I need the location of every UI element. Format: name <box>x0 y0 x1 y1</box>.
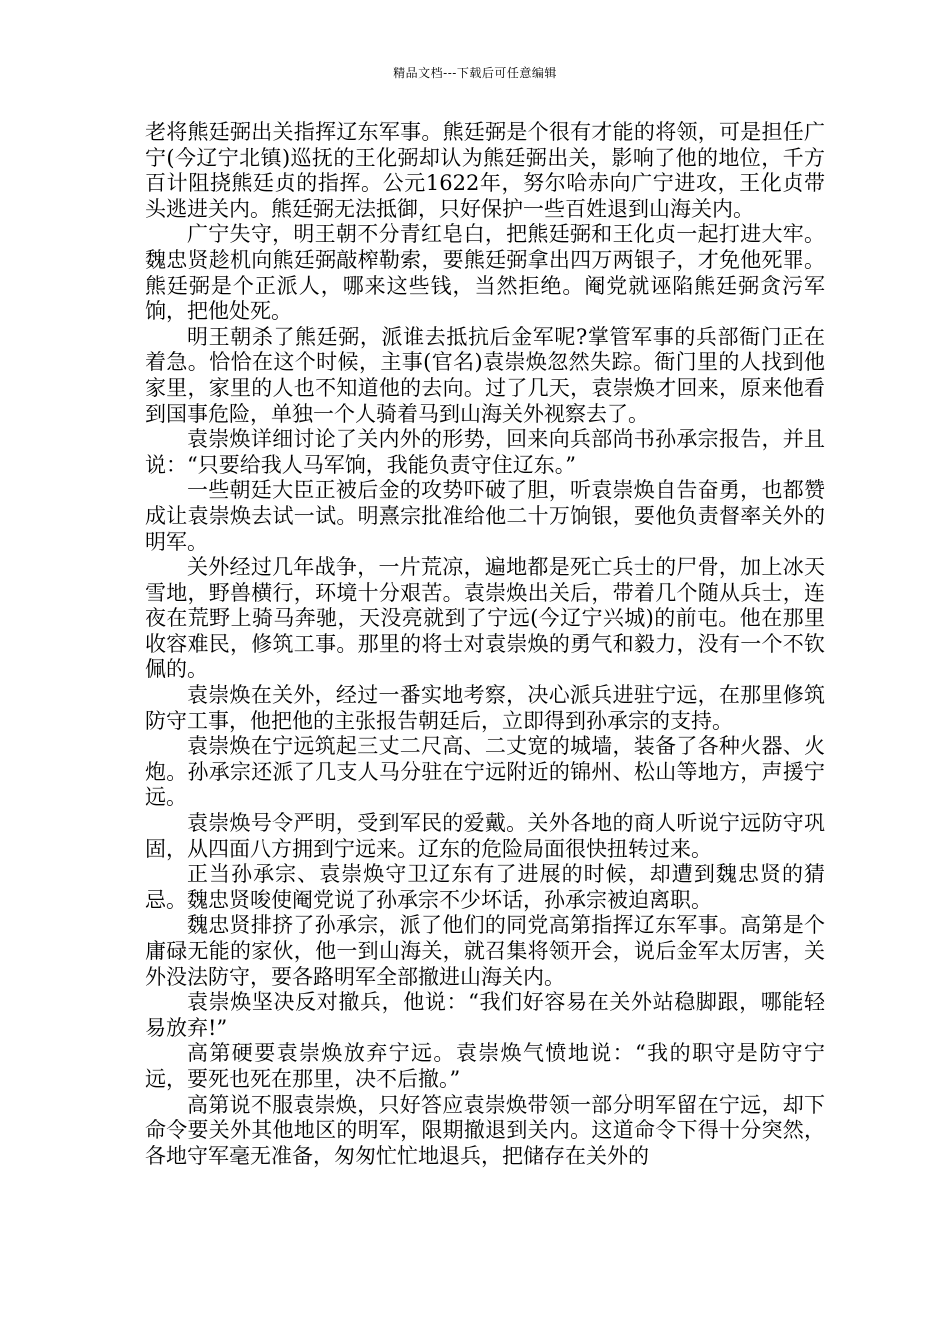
paragraph-9: 袁崇焕号令严明，受到军民的爱戴。关外各地的商人听说宁远防守巩固，从四面八方拥到宁远来。辽东的危险局面很快扭转过来。 <box>145 811 825 861</box>
paragraph-13: 高第硬要袁崇焕放弃宁远。袁崇焕气愤地说：“我的职守是防守宁远，要死也死在那里，决不后撤。” <box>145 1041 825 1091</box>
paragraph-8: 袁崇焕在宁远筑起三丈二尺高、二丈宽的城墙，装备了各种火器、火炮。孙承宗还派了几支人马分驻在宁远附近的锦州、松山等地方，声援宁远。 <box>145 734 825 810</box>
paragraph-3: 明王朝杀了熊廷弼，派谁去抵抗后金军呢?掌管军事的兵部衙门正在着急。恰恰在这个时候，主事(官名)袁崇焕忽然失踪。衙门里的人找到他家里，家里的人也不知道他的去向。过了几天，袁崇焕才回来，原来他看到国事危险，单独一个人骑着马到山海关外视察去了。 <box>145 324 825 426</box>
paragraph-12: 袁崇焕坚决反对撤兵，他说：“我们好容易在关外站稳脚跟，哪能轻易放弃!” <box>145 990 825 1040</box>
document-body <box>145 120 825 1169</box>
paragraph-1: 老将熊廷弼出关指挥辽东军事。熊廷弼是个很有才能的将领，可是担任广宁(今辽宁北镇)巡抚的王化弼却认为熊廷弼出关，影响了他的地位，千方百计阻挠熊廷贞的指挥。公元1622年，努尔哈赤向广宁进攻，王化贞带头逃进关内。熊廷弼无法抵御，只好保护一些百姓退到山海关内。 <box>145 120 825 221</box>
paragraph-6: 关外经过几年战争，一片荒凉，遍地都是死亡兵士的尸骨，加上冰天雪地，野兽横行，环境十分艰苦。袁崇焕出关后，带着几个随从兵士，连夜在荒野上骑马奔驰，天没亮就到了宁远(今辽宁兴城)的前屯。他在那里收容难民，修筑工事。那里的将士对袁崇焕的勇气和毅力，没有一个不钦佩的。 <box>145 555 825 682</box>
page-header: 精品文档---下载后可任意编辑 <box>393 66 557 80</box>
paragraph-14: 高第说不服袁崇焕，只好答应袁崇焕带领一部分明军留在宁远，却下命令要关外其他地区的明军，限期撤退到关内。这道命令下得十分突然，各地守军毫无准备，匆匆忙忙地退兵，把储存在关外的 <box>145 1092 825 1168</box>
paragraph-7: 袁崇焕在关外，经过一番实地考察，决心派兵进驻宁远，在那里修筑防守工事，他把他的主张报告朝廷后，立即得到孙承宗的支持。 <box>145 683 825 733</box>
paragraph-2: 广宁失守，明王朝不分青红皂白，把熊廷弼和王化贞一起打进大牢。魏忠贤趁机向熊廷弼敲榨勒索，要熊廷弼拿出四万两银子，才免他死罪。熊廷弼是个正派人，哪来这些钱，当然拒绝。阉党就诬陷熊廷弼贪污军饷，把他处死。 <box>145 222 825 324</box>
paragraph-5: 一些朝廷大臣正被后金的攻势吓破了胆，听袁崇焕自告奋勇，也都赞成让袁崇焕去试一试。明熹宗批准给他二十万饷银，要他负责督率关外的明军。 <box>145 478 825 554</box>
paragraph-4: 袁崇焕详细讨论了关内外的形势，回来向兵部尚书孙承宗报告，并且说：“只要给我人马军饷，我能负责守住辽东。” <box>145 427 825 477</box>
paragraph-10: 正当孙承宗、袁崇焕守卫辽东有了进展的时候，却遭到魏忠贤的猜忌。魏忠贤唆使阉党说了孙承宗不少坏话，孙承宗被迫离职。 <box>145 862 825 912</box>
paragraph-11: 魏忠贤排挤了孙承宗，派了他们的同党高第指挥辽东军事。高第是个庸碌无能的家伙，他一到山海关，就召集将领开会，说后金军太厉害，关外没法防守，要各路明军全部撤进山海关内。 <box>145 913 825 989</box>
